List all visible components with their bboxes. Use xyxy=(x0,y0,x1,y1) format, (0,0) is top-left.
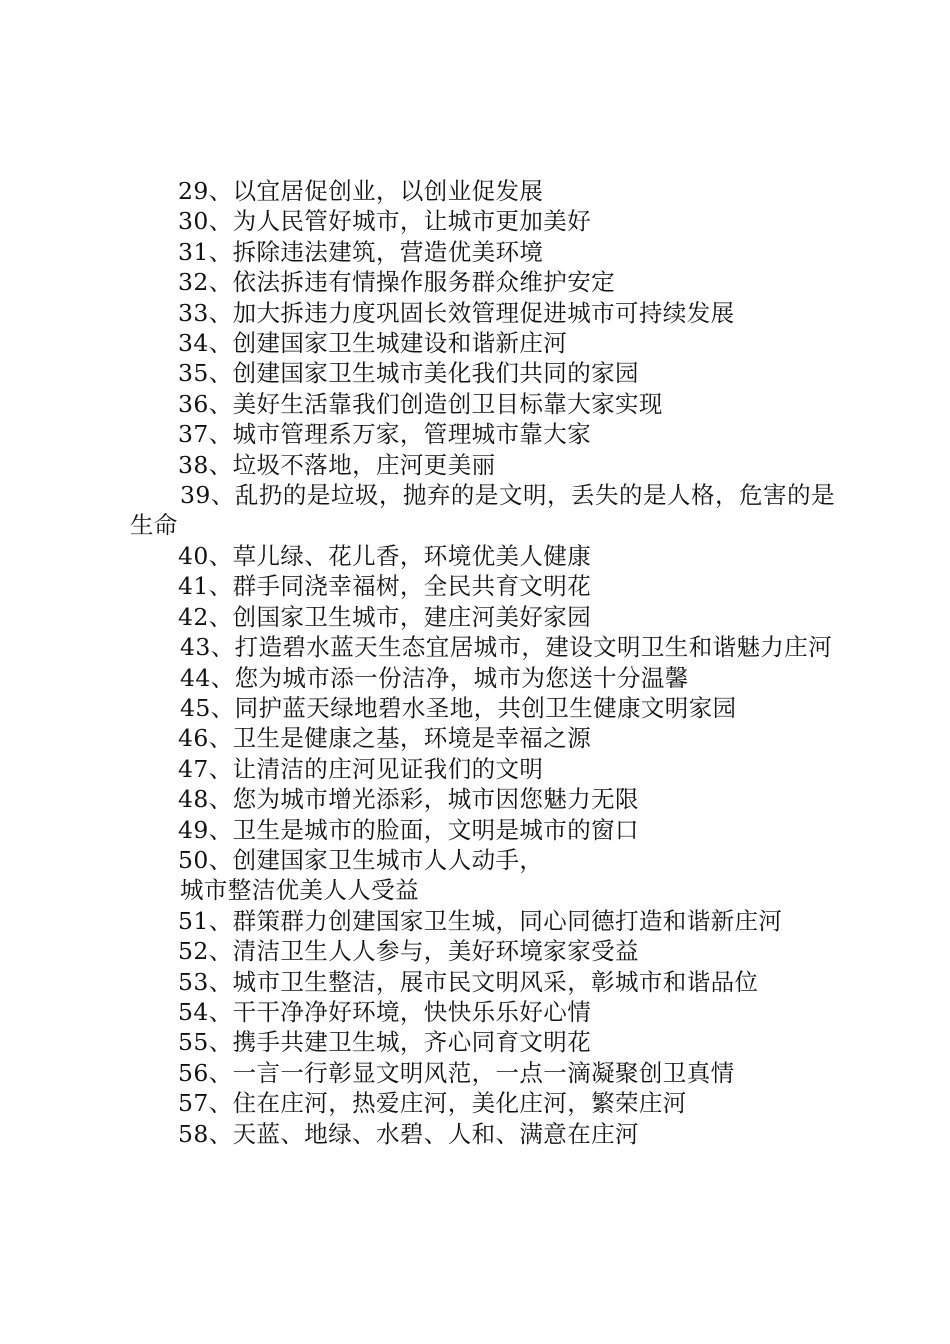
slogan-line: 50、创建国家卫生城市人人动手， xyxy=(178,845,544,874)
slogan-line: 46、卫生是健康之基，环境是幸福之源 xyxy=(178,724,592,753)
slogan-line: 37、城市管理系万家，管理城市靠大家 xyxy=(178,420,592,449)
slogan-line: 53、城市卫生整洁，展市民文明风采，彰城市和谐品位 xyxy=(178,967,759,996)
slogan-line: 38、垃圾不落地，庄河更美丽 xyxy=(178,450,496,479)
slogan-line-continuation: 城市整洁优美人人受益 xyxy=(180,876,419,905)
slogan-line-wrapped: 43、打造碧水蓝天生态宜居城市，建设文明卫生和谐魅力庄河 xyxy=(180,633,833,662)
slogan-line: 41、群手同浇幸福树，全民共育文明花 xyxy=(178,572,592,601)
slogan-line: 36、美好生活靠我们创造创卫目标靠大家实现 xyxy=(178,389,663,418)
slogan-line: 30、为人民管好城市，让城市更加美好 xyxy=(178,207,592,236)
slogan-line: 56、一言一行彰显文明风范，一点一滴凝聚创卫真情 xyxy=(178,1058,735,1087)
slogan-line: 42、创国家卫生城市，建庄河美好家园 xyxy=(178,602,592,631)
slogan-line: 34、创建国家卫生城建设和谐新庄河 xyxy=(178,329,568,358)
slogan-line: 44、您为城市添一份洁净，城市为您送十分温馨 xyxy=(180,663,689,692)
slogan-line: 57、住在庄河，热爱庄河，美化庄河，繁荣庄河 xyxy=(178,1089,687,1118)
slogan-line: 45、同护蓝天绿地碧水圣地，共创卫生健康文明家园 xyxy=(180,693,737,722)
slogan-line: 58、天蓝、地绿、水碧、人和、满意在庄河 xyxy=(178,1119,639,1148)
slogan-line: 51、群策群力创建国家卫生城，同心同德打造和谐新庄河 xyxy=(178,906,783,935)
slogan-line: 31、拆除违法建筑，营造优美环境 xyxy=(178,237,544,266)
slogan-line: 29、以宜居促创业，以创业促发展 xyxy=(178,177,544,205)
slogan-line: 49、卫生是城市的脸面，文明是城市的窗口 xyxy=(178,815,639,844)
slogan-line: 32、依法拆违有情操作服务群众维护安定 xyxy=(178,268,616,297)
slogan-line-wrapped: 39、乱扔的是垃圾，抛弃的是文明，丢失的是人格，危害的是生命 xyxy=(130,481,835,540)
slogan-line: 54、干干净净好环境，快快乐乐好心情 xyxy=(178,997,592,1026)
slogan-line: 35、创建国家卫生城市美化我们共同的家园 xyxy=(178,359,639,388)
slogan-line: 48、您为城市增光添彩，城市因您魅力无限 xyxy=(178,785,639,814)
slogan-line: 40、草儿绿、花儿香，环境优美人健康 xyxy=(178,541,592,570)
slogan-line: 52、清洁卫生人人参与，美好环境家家受益 xyxy=(178,937,639,966)
slogan-line: 33、加大拆违力度巩固长效管理促进城市可持续发展 xyxy=(178,298,735,327)
slogan-line: 55、携手共建卫生城，齐心同育文明花 xyxy=(178,1028,592,1057)
slogan-list xyxy=(130,176,835,1149)
slogan-line: 47、让清洁的庄河见证我们的文明 xyxy=(178,754,544,783)
